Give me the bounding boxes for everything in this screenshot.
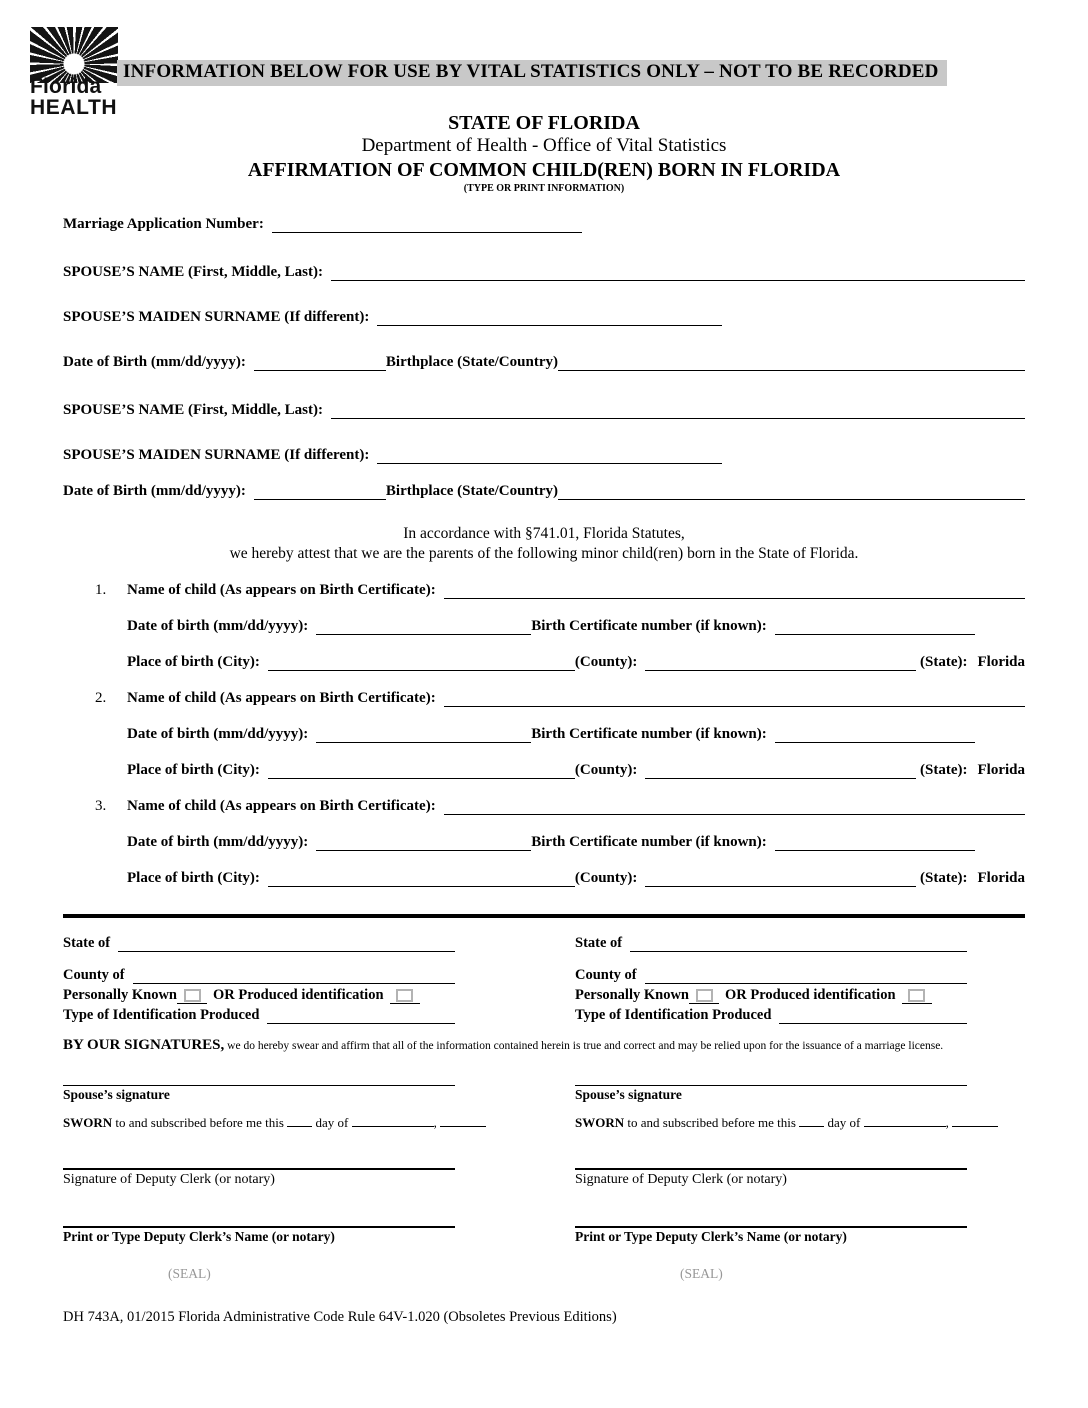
spouse2-birthplace-label: Birthplace (State/Country) <box>385 482 558 499</box>
child2-county-line <box>645 762 916 779</box>
child3-name-row <box>63 798 1025 815</box>
child3-place-row <box>127 870 1025 887</box>
child2-county-label: (County): <box>574 762 638 779</box>
logo-word-florida: Florida <box>30 75 102 98</box>
sworn-bold-right: SWORN <box>575 1114 625 1130</box>
child3-place-line <box>268 870 575 887</box>
child1-state-label: (State): <box>920 654 968 671</box>
spouse-signature-label-left: Spouse’s signature <box>63 1086 170 1102</box>
child3-cert-line <box>775 834 975 851</box>
type-of-id-row-right <box>575 1007 967 1024</box>
child2-cert-line <box>775 726 975 743</box>
child2-name-row <box>63 690 1025 707</box>
child3-name-label: Name of child (As appears on Birth Certificate): <box>127 798 436 815</box>
identification-row-left <box>63 987 455 1004</box>
child3-name-line <box>444 798 1025 815</box>
personally-known-label-left: Personally Known <box>63 987 177 1004</box>
produced-identification-checkbox-right <box>908 989 925 1002</box>
statute-statement-line1: In accordance with §741.01, Florida Statutes, <box>403 524 685 542</box>
child3-state-label: (State): <box>920 870 968 887</box>
attestation-sentence <box>63 1036 1025 1056</box>
sworn-day-of-right: day of <box>827 1114 861 1130</box>
title-department: Department of Health - Office of Vital Statistics <box>361 135 727 156</box>
signature-column-left <box>63 1072 455 1282</box>
child1-place-label: Place of birth (City): <box>127 654 260 671</box>
child3-dob-label: Date of birth (mm/dd/yyyy): <box>127 834 309 851</box>
child2-place-label: Place of birth (City): <box>127 762 260 779</box>
sworn-row-left <box>63 1115 455 1131</box>
clerk-signature-line-right <box>575 1156 967 1170</box>
produced-identification-checkbox-left <box>396 989 413 1002</box>
state-of-label-right: State of <box>575 935 623 952</box>
title-form-name: AFFIRMATION OF COMMON CHILD(REN) BORN IN FLORIDA <box>247 158 841 181</box>
spouse1-maiden-line <box>377 309 722 326</box>
spouse1-name-line <box>331 264 1025 281</box>
child3-dob-line <box>316 834 531 851</box>
child2-place-line <box>268 762 575 779</box>
produced-identification-checkbox-line-right <box>902 989 932 1004</box>
produced-identification-checkbox-line-left <box>390 989 420 1004</box>
child2-name-label: Name of child (As appears on Birth Certificate): <box>127 690 436 707</box>
notary-section <box>63 935 1025 1024</box>
type-of-id-row-left <box>63 1007 455 1024</box>
sworn-month-blank-right <box>864 1115 946 1127</box>
sworn-day-blank-left <box>287 1115 312 1127</box>
spouse2-name-line <box>331 402 1025 419</box>
sworn-bold-left: SWORN <box>63 1114 113 1130</box>
personally-known-checkbox-left <box>184 989 201 1002</box>
signature-column-right <box>575 1072 967 1282</box>
spouse1-name-row <box>63 264 1025 281</box>
personally-known-checkbox-line-right <box>689 989 719 1004</box>
spouse2-maiden-label: SPOUSE’S MAIDEN SURNAME (If different): <box>63 446 370 463</box>
personally-known-checkbox-right <box>696 989 713 1002</box>
attestation-bold: BY OUR SIGNATURES, <box>63 1037 225 1054</box>
spouse2-maiden-row <box>63 447 1025 464</box>
child1-dob-line <box>316 618 531 635</box>
county-of-line-right <box>645 967 967 984</box>
child3-state-value: Florida <box>977 870 1025 887</box>
child2-number: 2. <box>95 690 107 707</box>
child-entry-1 <box>63 582 1025 671</box>
section-divider <box>63 914 1025 918</box>
state-of-label-left: State of <box>63 935 111 952</box>
or-produced-identification-label-right: OR Produced identification <box>725 987 896 1004</box>
spouse1-dob-row <box>63 354 1025 371</box>
child1-name-line <box>444 582 1025 599</box>
sworn-comma-right: , <box>945 1114 949 1130</box>
seal-left: (SEAL) <box>168 1265 211 1281</box>
child2-dob-row <box>127 726 1025 743</box>
statute-statement <box>63 524 1025 564</box>
child3-county-line <box>645 870 916 887</box>
child1-number: 1. <box>95 582 107 599</box>
type-of-id-line-right <box>779 1007 967 1024</box>
child1-place-line <box>268 654 575 671</box>
sworn-day-of-left: day of <box>315 1114 349 1130</box>
florida-health-logo <box>30 27 122 118</box>
notary-column-right <box>575 935 967 1024</box>
clerk-signature-label-right: Signature of Deputy Clerk (or notary) <box>575 1171 787 1187</box>
spouse-signature-line-left <box>63 1072 455 1086</box>
sworn-year-blank-left <box>440 1115 486 1127</box>
child1-cert-line <box>775 618 975 635</box>
child-entry-2 <box>63 690 1025 779</box>
spouse1-name-label: SPOUSE’S NAME (First, Middle, Last): <box>63 263 323 280</box>
notary-column-left <box>63 935 455 1024</box>
child2-dob-line <box>316 726 531 743</box>
marriage-application-number-line <box>272 216 582 233</box>
child3-cert-label: Birth Certificate number (if known): <box>531 834 767 851</box>
personally-known-label-right: Personally Known <box>575 987 689 1004</box>
attestation-rest: we do hereby swear and affirm that all of the information contained herein is true and correct and may be relied upon for the issuance of a marriage license. <box>227 1040 944 1053</box>
spouse-signature-label-right: Spouse’s signature <box>575 1086 682 1102</box>
spouse2-birthplace-line <box>558 483 1025 500</box>
child2-state-label: (State): <box>920 762 968 779</box>
child1-cert-label: Birth Certificate number (if known): <box>531 618 767 635</box>
county-of-line-left <box>133 967 455 984</box>
marriage-application-number-label: Marriage Application Number: <box>63 215 264 232</box>
sworn-year-blank-right <box>952 1115 998 1127</box>
sworn-row-right <box>575 1115 967 1131</box>
state-of-row-right <box>575 935 967 952</box>
title-instruction: (TYPE OR PRINT INFORMATION) <box>463 182 625 194</box>
type-of-id-label-right: Type of Identification Produced <box>575 1007 772 1024</box>
sworn-rest-right: to and subscribed before me this <box>627 1114 796 1130</box>
sworn-day-blank-right <box>799 1115 824 1127</box>
spouse2-name-row <box>63 402 1025 419</box>
spouse2-dob-line <box>254 483 386 500</box>
child2-name-line <box>444 690 1025 707</box>
child1-dob-row <box>127 618 1025 635</box>
child1-name-row <box>63 582 1025 599</box>
county-of-label-right: County of <box>575 967 637 984</box>
spouse1-dob-label: Date of Birth (mm/dd/yyyy): <box>63 353 246 370</box>
title-block <box>63 112 1025 195</box>
clerk-name-line-left <box>63 1214 455 1228</box>
statute-statement-line2: we hereby attest that we are the parents of the following minor child(ren) born in the State of Florida. <box>229 544 859 562</box>
clerk-signature-label-left: Signature of Deputy Clerk (or notary) <box>63 1171 275 1187</box>
or-produced-identification-label-left: OR Produced identification <box>213 987 384 1004</box>
type-of-id-line-left <box>267 1007 455 1024</box>
child3-number: 3. <box>95 798 107 815</box>
clerk-name-label-left: Print or Type Deputy Clerk’s Name (or notary) <box>63 1228 335 1244</box>
spouse-signature-line-right <box>575 1072 967 1086</box>
sworn-month-blank-left <box>352 1115 434 1127</box>
sworn-comma-left: , <box>433 1114 437 1130</box>
child1-county-label: (County): <box>574 654 638 671</box>
spouse2-maiden-line <box>377 447 722 464</box>
child1-dob-label: Date of birth (mm/dd/yyyy): <box>127 618 309 635</box>
spouse1-birthplace-label: Birthplace (State/Country) <box>385 353 558 370</box>
child-entry-3 <box>63 798 1025 887</box>
personally-known-checkbox-line-left <box>177 989 207 1004</box>
child2-cert-label: Birth Certificate number (if known): <box>531 726 767 743</box>
clerk-name-label-right: Print or Type Deputy Clerk’s Name (or notary) <box>575 1228 847 1244</box>
state-of-line-right <box>630 935 967 952</box>
vital-statistics-banner: INFORMATION BELOW FOR USE BY VITAL STATISTICS ONLY – NOT TO BE RECORDED <box>117 60 947 86</box>
type-of-id-label-left: Type of Identification Produced <box>63 1007 260 1024</box>
clerk-name-line-right <box>575 1214 967 1228</box>
child3-county-label: (County): <box>574 870 638 887</box>
spouse2-dob-row <box>63 483 1025 500</box>
child2-dob-label: Date of birth (mm/dd/yyyy): <box>127 726 309 743</box>
identification-row-right <box>575 987 967 1004</box>
spouse2-name-label: SPOUSE’S NAME (First, Middle, Last): <box>63 401 323 418</box>
title-state: STATE OF FLORIDA <box>448 112 640 134</box>
seal-right: (SEAL) <box>680 1265 723 1281</box>
spouse1-maiden-label: SPOUSE’S MAIDEN SURNAME (If different): <box>63 308 370 325</box>
county-of-row-left <box>63 967 455 984</box>
state-of-row-left <box>63 935 455 952</box>
child1-place-row <box>127 654 1025 671</box>
child1-county-line <box>645 654 916 671</box>
children-section <box>63 582 1025 887</box>
county-of-label-left: County of <box>63 967 125 984</box>
spouse2-dob-label: Date of Birth (mm/dd/yyyy): <box>63 482 246 499</box>
form-number-footer: DH 743A, 01/2015 Florida Administrative Code Rule 64V-1.020 (Obsoletes Previous Editions) <box>63 1308 617 1325</box>
child2-state-value: Florida <box>977 762 1025 779</box>
sworn-rest-left: to and subscribed before me this <box>115 1114 284 1130</box>
county-of-row-right <box>575 967 967 984</box>
logo-word-health: HEALTH <box>30 95 118 119</box>
spouse1-dob-line <box>254 354 386 371</box>
child3-place-label: Place of birth (City): <box>127 870 260 887</box>
child2-place-row <box>127 762 1025 779</box>
signature-section <box>63 1072 1025 1282</box>
child3-dob-row <box>127 834 1025 851</box>
child1-name-label: Name of child (As appears on Birth Certificate): <box>127 582 436 599</box>
clerk-signature-line-left <box>63 1156 455 1170</box>
marriage-application-row <box>63 216 1025 233</box>
state-of-line-left <box>118 935 455 952</box>
child1-state-value: Florida <box>977 654 1025 671</box>
spouse1-birthplace-line <box>558 354 1025 371</box>
spouse1-maiden-row <box>63 309 1025 326</box>
